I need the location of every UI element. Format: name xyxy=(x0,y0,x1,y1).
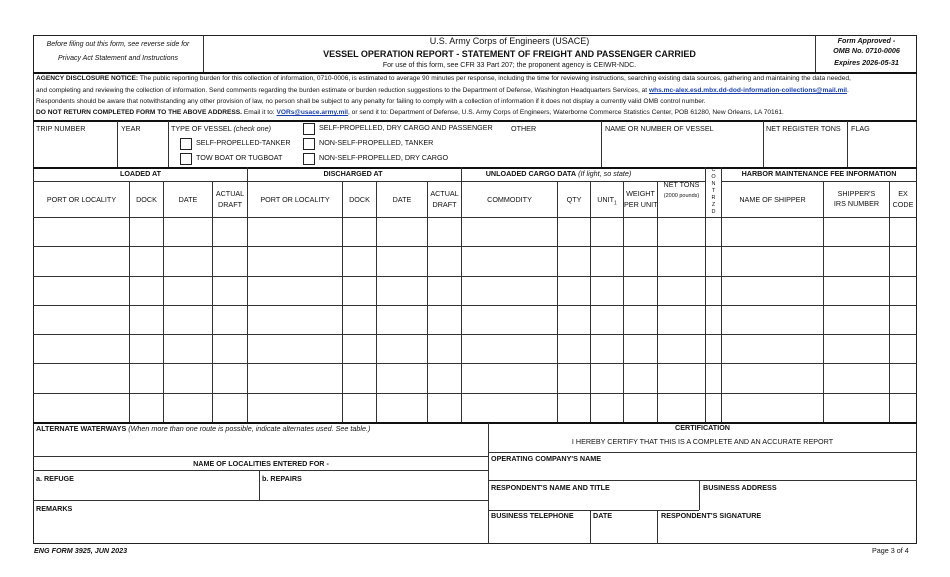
table-cell[interactable] xyxy=(213,364,247,392)
table-row xyxy=(33,393,917,422)
table-cell[interactable] xyxy=(130,247,163,275)
table-cell[interactable] xyxy=(213,218,247,246)
table-cell[interactable] xyxy=(130,364,163,392)
contrzd-letter: D xyxy=(711,209,716,215)
notice-return-line xyxy=(36,109,784,117)
net-register-tons-label: NET REGISTER TONS xyxy=(766,124,841,133)
table-cell[interactable] xyxy=(591,306,623,334)
table-cell[interactable] xyxy=(34,364,129,392)
table-cell[interactable] xyxy=(558,394,590,422)
table-cell[interactable] xyxy=(248,247,342,275)
table-cell[interactable] xyxy=(591,335,623,363)
table-cell[interactable] xyxy=(248,277,342,305)
table-cell[interactable] xyxy=(34,247,129,275)
table-cell[interactable] xyxy=(462,306,557,334)
table-cell[interactable] xyxy=(462,335,557,363)
table-cell[interactable] xyxy=(130,394,163,422)
omb-number: OMB No. 0710-0006 xyxy=(833,46,900,55)
table-cell[interactable] xyxy=(722,335,823,363)
table-cell[interactable] xyxy=(658,277,705,305)
table-cell[interactable] xyxy=(164,218,212,246)
table-cell[interactable] xyxy=(343,277,376,305)
unit-header: $UNIT_1$ xyxy=(597,195,617,207)
table-cell[interactable] xyxy=(722,247,823,275)
divider xyxy=(847,121,848,167)
table-cell[interactable] xyxy=(377,218,427,246)
checkbox-non-self-propelled-dry-cargo[interactable] xyxy=(303,153,315,165)
table-cell[interactable] xyxy=(164,335,212,363)
discharged-at-header: DISCHARGED AT xyxy=(323,169,383,178)
table-cell[interactable] xyxy=(558,218,590,246)
table-row xyxy=(33,334,917,363)
table-cell[interactable] xyxy=(428,247,461,275)
notice-line1: The public reporting burden for this collection of information, 0710-0006, is estimated to average 90 minutes per response, including the time for reviewing instructions, searching existing data sources, gathering and maintaining the data needed, xyxy=(139,75,851,82)
table-row xyxy=(33,276,917,305)
divider xyxy=(601,121,602,167)
table-cell[interactable] xyxy=(706,306,721,334)
localities-label: NAME OF LOCALITIES ENTERED FOR - xyxy=(193,459,329,468)
table-cell[interactable] xyxy=(34,335,129,363)
table-row xyxy=(33,217,917,246)
table-cell[interactable] xyxy=(34,218,129,246)
table-cell[interactable] xyxy=(462,394,557,422)
table-cell[interactable] xyxy=(890,394,917,422)
table-cell[interactable] xyxy=(377,306,427,334)
table-cell[interactable] xyxy=(824,364,889,392)
loaded-port-header: PORT OR LOCALITY xyxy=(46,195,117,204)
business-telephone-label: BUSINESS TELEPHONE xyxy=(491,511,574,520)
divider xyxy=(33,120,917,122)
table-cell[interactable] xyxy=(558,247,590,275)
header-instructions-line2: Privacy Act Statement and Instructions xyxy=(58,55,178,62)
discharged-dock-header: DOCK xyxy=(349,195,370,204)
certify-statement: I HEREBY CERTIFY THAT THIS IS A COMPLETE AND AN ACCURATE REPORT xyxy=(571,437,834,446)
shipper-irs-header-1: SHIPPER'S xyxy=(837,189,876,198)
form-id: ENG FORM 3925, JUN 2023 xyxy=(34,546,128,555)
table-cell[interactable] xyxy=(343,306,376,334)
table-cell[interactable] xyxy=(624,247,657,275)
table-cell[interactable] xyxy=(462,277,557,305)
whs-email-link[interactable]: whs.mc-alex.esd.mbx.dd-dod-information-collections@mail.mil xyxy=(648,87,848,94)
operating-company-label: OPERATING COMPANY'S NAME xyxy=(491,454,602,463)
table-cell[interactable] xyxy=(722,218,823,246)
form-approved: Form Approved - xyxy=(837,36,896,45)
ex-header: EX xyxy=(898,189,908,198)
discharged-date-header: DATE xyxy=(392,195,412,204)
table-cell[interactable] xyxy=(890,335,917,363)
harbor-fee-header: HARBOR MAINTENANCE FEE INFORMATION xyxy=(741,169,897,178)
table-cell[interactable] xyxy=(213,277,247,305)
table-cell[interactable] xyxy=(164,277,212,305)
table-cell[interactable] xyxy=(624,306,657,334)
table-cell[interactable] xyxy=(658,247,705,275)
table-cell[interactable] xyxy=(428,364,461,392)
table-cell[interactable] xyxy=(428,277,461,305)
table-cell[interactable] xyxy=(591,277,623,305)
date-label: DATE xyxy=(593,511,613,520)
table-cell[interactable] xyxy=(706,277,721,305)
net-tons-header: NET TONS xyxy=(663,180,700,189)
table-cell[interactable] xyxy=(428,335,461,363)
agency-disclosure-notice xyxy=(36,75,851,83)
table-cell[interactable] xyxy=(624,394,657,422)
contrzd-letter: C xyxy=(711,167,716,173)
table-cell[interactable] xyxy=(130,277,163,305)
divider xyxy=(699,480,700,510)
option-towboat: TOW BOAT OR TUGBOAT xyxy=(196,153,283,162)
send-address: , or send it to: Department of Defense, U.S. Army Corps of Engineers, Waterborne Commerce Statistics Center, POB 61280, New Orleans, LA 70161. xyxy=(348,109,784,116)
table-cell[interactable] xyxy=(591,247,623,275)
weight-header: WEIGHT xyxy=(626,189,655,198)
table-cell[interactable] xyxy=(34,394,129,422)
divider xyxy=(33,72,917,74)
table-cell[interactable] xyxy=(164,247,212,275)
table-cell[interactable] xyxy=(428,306,461,334)
table-cell[interactable] xyxy=(34,306,129,334)
table-cell[interactable] xyxy=(130,335,163,363)
divider xyxy=(259,470,260,500)
page-number: Page 3 of 4 xyxy=(872,546,909,555)
checkbox-self-propelled-tanker[interactable] xyxy=(180,138,192,150)
discharged-port-header: PORT OR LOCALITY xyxy=(260,195,330,204)
table-cell[interactable] xyxy=(377,277,427,305)
table-cell[interactable] xyxy=(624,218,657,246)
pounds-header: (2000 pounds) xyxy=(663,193,700,199)
table-cell[interactable] xyxy=(558,277,590,305)
notice-label: AGENCY DISCLOSURE NOTICE: xyxy=(36,75,139,82)
table-cell[interactable] xyxy=(558,335,590,363)
table-cell[interactable] xyxy=(558,306,590,334)
table-cell[interactable] xyxy=(34,277,129,305)
alternate-waterways-label: ALTERNATE WATERWAYS (When more than one route is possible, indicate alternates used. See table.) xyxy=(36,424,371,433)
table-cell[interactable] xyxy=(213,335,247,363)
code-header: CODE xyxy=(892,200,914,209)
table-row xyxy=(33,246,917,275)
table-cell[interactable] xyxy=(591,218,623,246)
table-cell[interactable] xyxy=(722,394,823,422)
table-cell[interactable] xyxy=(624,364,657,392)
table-cell[interactable] xyxy=(377,335,427,363)
loaded-draft-header: DRAFT xyxy=(218,200,242,209)
table-row xyxy=(33,363,917,392)
discharged-actual-header: ACTUAL xyxy=(430,189,459,198)
divider xyxy=(33,470,488,471)
table-cell[interactable] xyxy=(130,218,163,246)
table-cell[interactable] xyxy=(248,364,342,392)
trip-number-label: TRIP NUMBER xyxy=(36,124,86,133)
table-cell[interactable] xyxy=(624,335,657,363)
table-cell[interactable] xyxy=(213,306,247,334)
table-cell[interactable] xyxy=(428,394,461,422)
table-cell[interactable] xyxy=(722,364,823,392)
table-cell[interactable] xyxy=(213,247,247,275)
option-self-propelled-tanker: SELF-PROPELLED-TANKER xyxy=(196,138,291,147)
respondent-name-label: RESPONDENT'S NAME AND TITLE xyxy=(491,483,610,492)
agency-name: U.S. Army Corps of Engineers (USACE) xyxy=(429,36,590,46)
loaded-at-header: LOADED AT xyxy=(119,169,162,178)
qty-header: QTY xyxy=(566,195,582,204)
shipper-name-header: NAME OF SHIPPER xyxy=(739,195,806,204)
do-not-return-label: DO NOT RETURN COMPLETED FORM TO THE ABOVE ADDRESS. xyxy=(36,109,242,116)
table-cell[interactable] xyxy=(558,364,590,392)
table-cell[interactable] xyxy=(706,335,721,363)
divider xyxy=(33,500,488,501)
email-it-label: Email it to: xyxy=(243,109,275,116)
certification-label: CERTIFICATION xyxy=(675,423,730,432)
contrzd-letter: O xyxy=(711,174,716,180)
option-non-self-propelled-dry-cargo: NON-SELF-PROPELLED, DRY CARGO xyxy=(319,153,449,162)
table-cell[interactable] xyxy=(824,335,889,363)
divider xyxy=(590,510,591,544)
table-cell[interactable] xyxy=(164,394,212,422)
table-cell[interactable] xyxy=(428,218,461,246)
notice-line2-text: and completing and reviewing the collection of information. Send comments regarding the burden estimate or burden reduction suggestions to the Department of Defense, Washington Headquarters Services, at xyxy=(36,87,648,94)
table-cell[interactable] xyxy=(343,247,376,275)
divider xyxy=(33,456,488,457)
contrzd-letter: T xyxy=(711,188,716,194)
table-cell[interactable] xyxy=(824,394,889,422)
table-cell[interactable] xyxy=(624,277,657,305)
table-cell[interactable] xyxy=(248,335,342,363)
table-cell[interactable] xyxy=(890,364,917,392)
table-row xyxy=(33,305,917,334)
table-cell[interactable] xyxy=(824,277,889,305)
divider xyxy=(488,452,917,453)
divider xyxy=(117,121,118,167)
table-cell[interactable] xyxy=(248,394,342,422)
table-cell[interactable] xyxy=(890,277,917,305)
commodity-header: COMMODITY xyxy=(487,195,532,204)
table-cell[interactable] xyxy=(890,218,917,246)
table-cell[interactable] xyxy=(658,306,705,334)
table-cell[interactable] xyxy=(164,306,212,334)
table-cell[interactable] xyxy=(658,364,705,392)
table-cell[interactable] xyxy=(377,394,427,422)
per-unit-header: PER UNIT xyxy=(624,200,658,209)
vessel-type-label: TYPE OF VESSEL (check one) xyxy=(171,124,272,133)
unloaded-cargo-header: UNLOADED CARGO DATA (If light, so state) xyxy=(485,169,632,178)
table-cell[interactable] xyxy=(377,364,427,392)
table-cell[interactable] xyxy=(248,306,342,334)
form-subtitle: For use of this form, see CFR 33 Part 207; the proponent agency is CEIWR-NDC. xyxy=(382,62,637,69)
table-cell[interactable] xyxy=(722,306,823,334)
refuge-label: a. REFUGE xyxy=(36,474,74,483)
contrzd-header xyxy=(706,167,721,216)
table-cell[interactable] xyxy=(343,218,376,246)
checkbox-towboat[interactable] xyxy=(180,153,192,165)
table-cell[interactable] xyxy=(130,306,163,334)
option-self-propelled-dry-cargo: SELF-PROPELLED, DRY CARGO AND PASSENGER xyxy=(319,123,493,132)
table-cell[interactable] xyxy=(164,364,212,392)
business-address-label: BUSINESS ADDRESS xyxy=(703,483,777,492)
signature-label: RESPONDENT'S SIGNATURE xyxy=(661,511,762,520)
header-instructions-line1: Before filing out this form, see reverse side for xyxy=(46,41,190,48)
contrzd-letter: N xyxy=(711,181,716,187)
loaded-actual-header: ACTUAL xyxy=(215,189,245,198)
table-cell[interactable] xyxy=(462,218,557,246)
repairs-label: b. REPAIRS xyxy=(262,474,302,483)
loaded-date-header: DATE xyxy=(178,195,198,204)
vessel-name-label: NAME OR NUMBER OF VESSEL xyxy=(605,124,714,133)
divider xyxy=(33,181,705,182)
table-cell[interactable] xyxy=(658,218,705,246)
checkbox-self-propelled-dry-cargo[interactable] xyxy=(303,123,315,135)
discharged-draft-header: DRAFT xyxy=(432,200,457,209)
table-cell[interactable] xyxy=(706,218,721,246)
divider xyxy=(488,480,917,481)
table-cell[interactable] xyxy=(706,364,721,392)
table-cell[interactable] xyxy=(343,394,376,422)
remarks-label: REMARKS xyxy=(36,504,73,513)
table-cell[interactable] xyxy=(591,394,623,422)
option-non-self-propelled-tanker: NON-SELF-PROPELLED, TANKER xyxy=(319,138,434,147)
divider xyxy=(657,510,658,544)
year-label: YEAR xyxy=(121,124,141,133)
table-cell[interactable] xyxy=(722,277,823,305)
table-cell[interactable] xyxy=(890,247,917,275)
loaded-dock-header: DOCK xyxy=(136,195,157,204)
table-cell[interactable] xyxy=(824,218,889,246)
table-cell[interactable] xyxy=(462,364,557,392)
expiration-date: Expires 2026-05-31 xyxy=(834,58,899,67)
table-cell[interactable] xyxy=(462,247,557,275)
contrzd-letter: R xyxy=(711,195,716,201)
table-cell[interactable] xyxy=(213,394,247,422)
table-cell[interactable] xyxy=(890,306,917,334)
table-cell[interactable] xyxy=(658,335,705,363)
divider xyxy=(721,181,917,182)
table-cell[interactable] xyxy=(824,247,889,275)
table-cell[interactable] xyxy=(343,364,376,392)
table-cell[interactable] xyxy=(706,394,721,422)
notice-line2: and completing and reviewing the collection of information. Send comments regarding the burden estimate or burden reduction suggestions to the Department of Defense, Washington Headquarters Services, at whs.mc-alex.esd.mbx.dd-dod-information-collections@mail.mil. xyxy=(36,87,849,94)
checkbox-non-self-propelled-tanker[interactable] xyxy=(303,138,315,150)
table-cell[interactable] xyxy=(824,306,889,334)
table-cell[interactable] xyxy=(591,364,623,392)
table-cell[interactable] xyxy=(658,394,705,422)
table-cell[interactable] xyxy=(343,335,376,363)
contrzd-letter: Z xyxy=(711,202,716,208)
divider xyxy=(168,121,169,167)
table-cell[interactable] xyxy=(706,247,721,275)
vors-email-link[interactable]: VORs@usace.army.mil xyxy=(276,109,349,116)
shipper-irs-header-2: IRS NUMBER xyxy=(833,199,880,208)
table-cell[interactable] xyxy=(377,247,427,275)
table-cell[interactable] xyxy=(248,218,342,246)
flag-label: FLAG xyxy=(851,124,870,133)
form-title: VESSEL OPERATION REPORT - STATEMENT OF FREIGHT AND PASSENGER CARRIED xyxy=(323,49,696,59)
notice-line3: Respondents should be aware that notwithstanding any other provision of law, no person shall be subject to any penalty for failing to comply with a collection of information if it does not display a currently valid OMB control number. xyxy=(36,98,706,105)
other-label: OTHER xyxy=(511,124,537,133)
divider xyxy=(763,121,764,167)
